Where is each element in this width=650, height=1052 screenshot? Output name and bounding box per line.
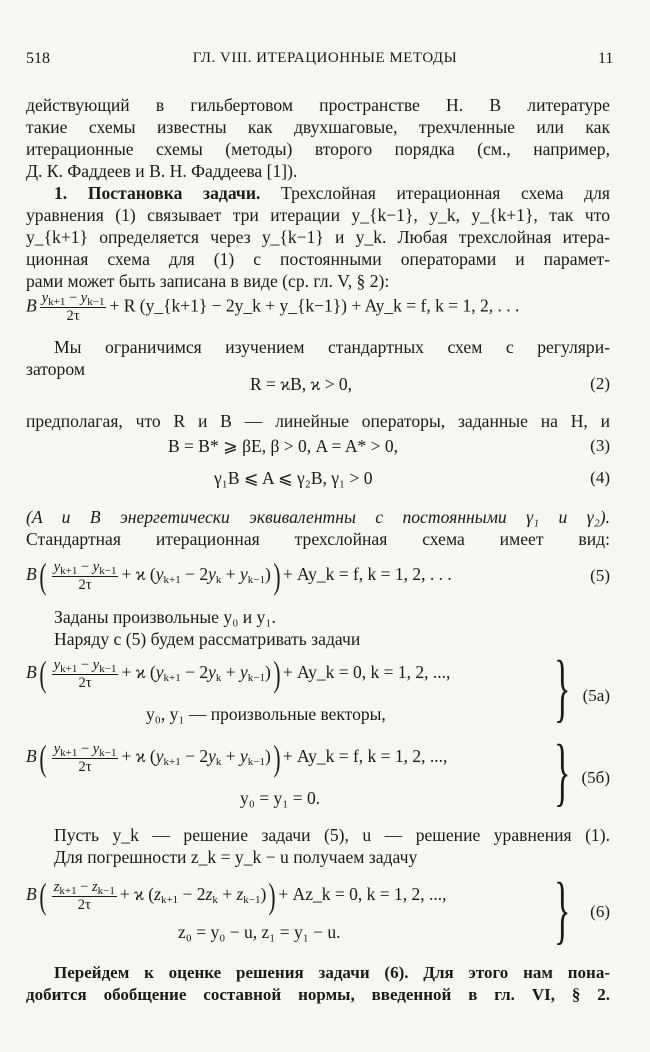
equation-2: R = ϰB, ϰ > 0, xyxy=(250,374,353,394)
text-line: уравнения (1) связывает три итерации y_{k−1}, y_k, y_{k+1}, так что xyxy=(26,205,610,225)
text-line: действующий в гильбертовом пространстве H. В литературе xyxy=(26,95,610,115)
equation-5: B( $\frac{y_{k+1} - y_{k-1}}{2\tau}$ + ϰ $(y_{k+1} - 2y_k + y_{k-1})$) + Ay_k = f, k = 1, 2, . . . xyxy=(26,556,452,596)
right-brace: } xyxy=(554,730,571,814)
equation-number: (2) xyxy=(590,374,610,393)
fraction: $\frac{y_{k+1} - y_{k-1}}{2\tau}$ xyxy=(53,558,117,593)
fraction: $\frac{y_{k+1} - y_{k-1}}{2\tau}$ xyxy=(53,740,117,775)
section-line xyxy=(54,182,610,204)
text-fragment: Трехслойная итерационная схема для xyxy=(281,183,610,203)
equation-general: B $\frac{y_{k+1} - y_{k-1}}{2\tau}$ + R (y_{k+1} − 2y_k + y_{k−1}) + Ay_k = f, k = 1, 2, . . . xyxy=(26,290,520,324)
page-marker: 11 xyxy=(598,50,614,67)
text-line: такие схемы известны как двухшаговые, трехчленные или как xyxy=(26,117,610,137)
text-line: добится обобщение составной нормы, введенной в гл. VI, § 2. xyxy=(26,985,610,1004)
equation-tail: + R (y_{k+1} − 2y_k + y_{k−1}) + Ay_k = f, k = 1, 2, . . . xyxy=(109,295,520,316)
equation-number: (6) xyxy=(590,902,610,921)
page-number: 518 xyxy=(26,50,50,67)
equation-5a: B( $\frac{y_{k+1} - y_{k-1}}{2\tau}$ + ϰ $(y_{k+1} - 2y_k + y_{k-1})$) + Ay_k = 0, k = 1, 2, ..., xyxy=(26,654,451,694)
equation-tail: + Ay_k = f, k = 1, 2, ..., xyxy=(282,746,448,767)
text-line: Перейдем к оценке решения задачи (6). Для этого нам пона- xyxy=(54,963,610,982)
text-line: Для погрешности z_k = y_k − u получаем задачу xyxy=(54,847,418,867)
text-line: Мы ограничимся изучением стандартных схем с регуляри- xyxy=(54,337,610,357)
equation-number: (4) xyxy=(590,468,610,487)
equation-5a-line2: y₀, y₁ — произвольные векторы, xyxy=(146,704,386,724)
equation-3: B = B* ⩾ βE, β > 0, A = A* > 0, xyxy=(168,436,398,456)
text-line: Наряду с (5) будем рассматривать задачи xyxy=(54,629,361,649)
equation-5b: B( $\frac{y_{k+1} - y_{k-1}}{2\tau}$ + ϰ $(y_{k+1} - 2y_k + y_{k-1})$) + Ay_k = f, k = 1, 2, ..., xyxy=(26,738,448,778)
equation-6-line2: z₀ = y₀ − u, z₁ = y₁ − u. xyxy=(178,922,341,942)
equation-tail: + Ay_k = f, k = 1, 2, . . . xyxy=(282,564,452,585)
equation-number: (3) xyxy=(590,436,610,455)
text-line: (A и B энергетически эквивалентны с постоянными γ₁ и γ₂). xyxy=(26,507,610,527)
equation-number: (5) xyxy=(590,566,610,585)
equation-tail: + Az_k = 0, k = 1, 2, ..., xyxy=(278,884,447,905)
equation-number: (5а) xyxy=(582,686,610,705)
text-line: затором xyxy=(26,359,85,379)
fraction: $\frac{y_{k+1} - y_{k-1}}{2\tau}$ xyxy=(41,290,105,324)
equation-tail: + Ay_k = 0, k = 1, 2, ..., xyxy=(282,662,451,683)
text-line: y_{k+1} определяется через y_{k−1} и y_k. Любая трехслойная итера- xyxy=(26,227,610,247)
equation-number: (5б) xyxy=(581,768,610,787)
text-line: предполагая, что R и B — линейные операторы, заданные на H, и xyxy=(26,411,610,431)
text-line: ционная схема для (1) с постоянными операторами и парамет- xyxy=(26,249,610,269)
fraction: $\frac{y_{k+1} - y_{k-1}}{2\tau}$ xyxy=(53,656,117,691)
equation-6: B( $\frac{z_{k+1} - z_{k-1}}{2\tau}$ + ϰ $(z_{k+1} - 2z_k + z_{k-1})$) + Az_k = 0, k = 1, 2, ..., xyxy=(26,876,447,916)
running-head: ГЛ. VIII. ИТЕРАЦИОННЫЕ МЕТОДЫ xyxy=(192,50,458,66)
equation-5b-line2: y₀ = y₁ = 0. xyxy=(240,788,321,808)
text-line: Заданы произвольные y₀ и y₁. xyxy=(54,607,276,627)
text-line: Пусть y_k — решение задачи (5), u — решение уравнения (1). xyxy=(54,825,610,845)
text-line: Стандартная итерационная трехслойная схема имеет вид: xyxy=(26,529,610,549)
right-brace: } xyxy=(554,868,571,952)
equation-4: γ₁B ⩽ A ⩽ γ₂B, γ₁ > 0 xyxy=(214,468,373,488)
section-title: 1. Постановка задачи. xyxy=(54,183,261,203)
fraction: $\frac{z_{k+1} - z_{k-1}}{2\tau}$ xyxy=(53,878,115,913)
text-line: Д. К. Фаддеев и В. Н. Фаддеева [1]). xyxy=(26,161,298,181)
text-line: рами может быть записана в виде (ср. гл. V, § 2): xyxy=(26,271,390,291)
right-brace: } xyxy=(554,646,571,730)
text-line: итерационные схемы (методы) второго порядка (см., например, xyxy=(26,139,610,159)
